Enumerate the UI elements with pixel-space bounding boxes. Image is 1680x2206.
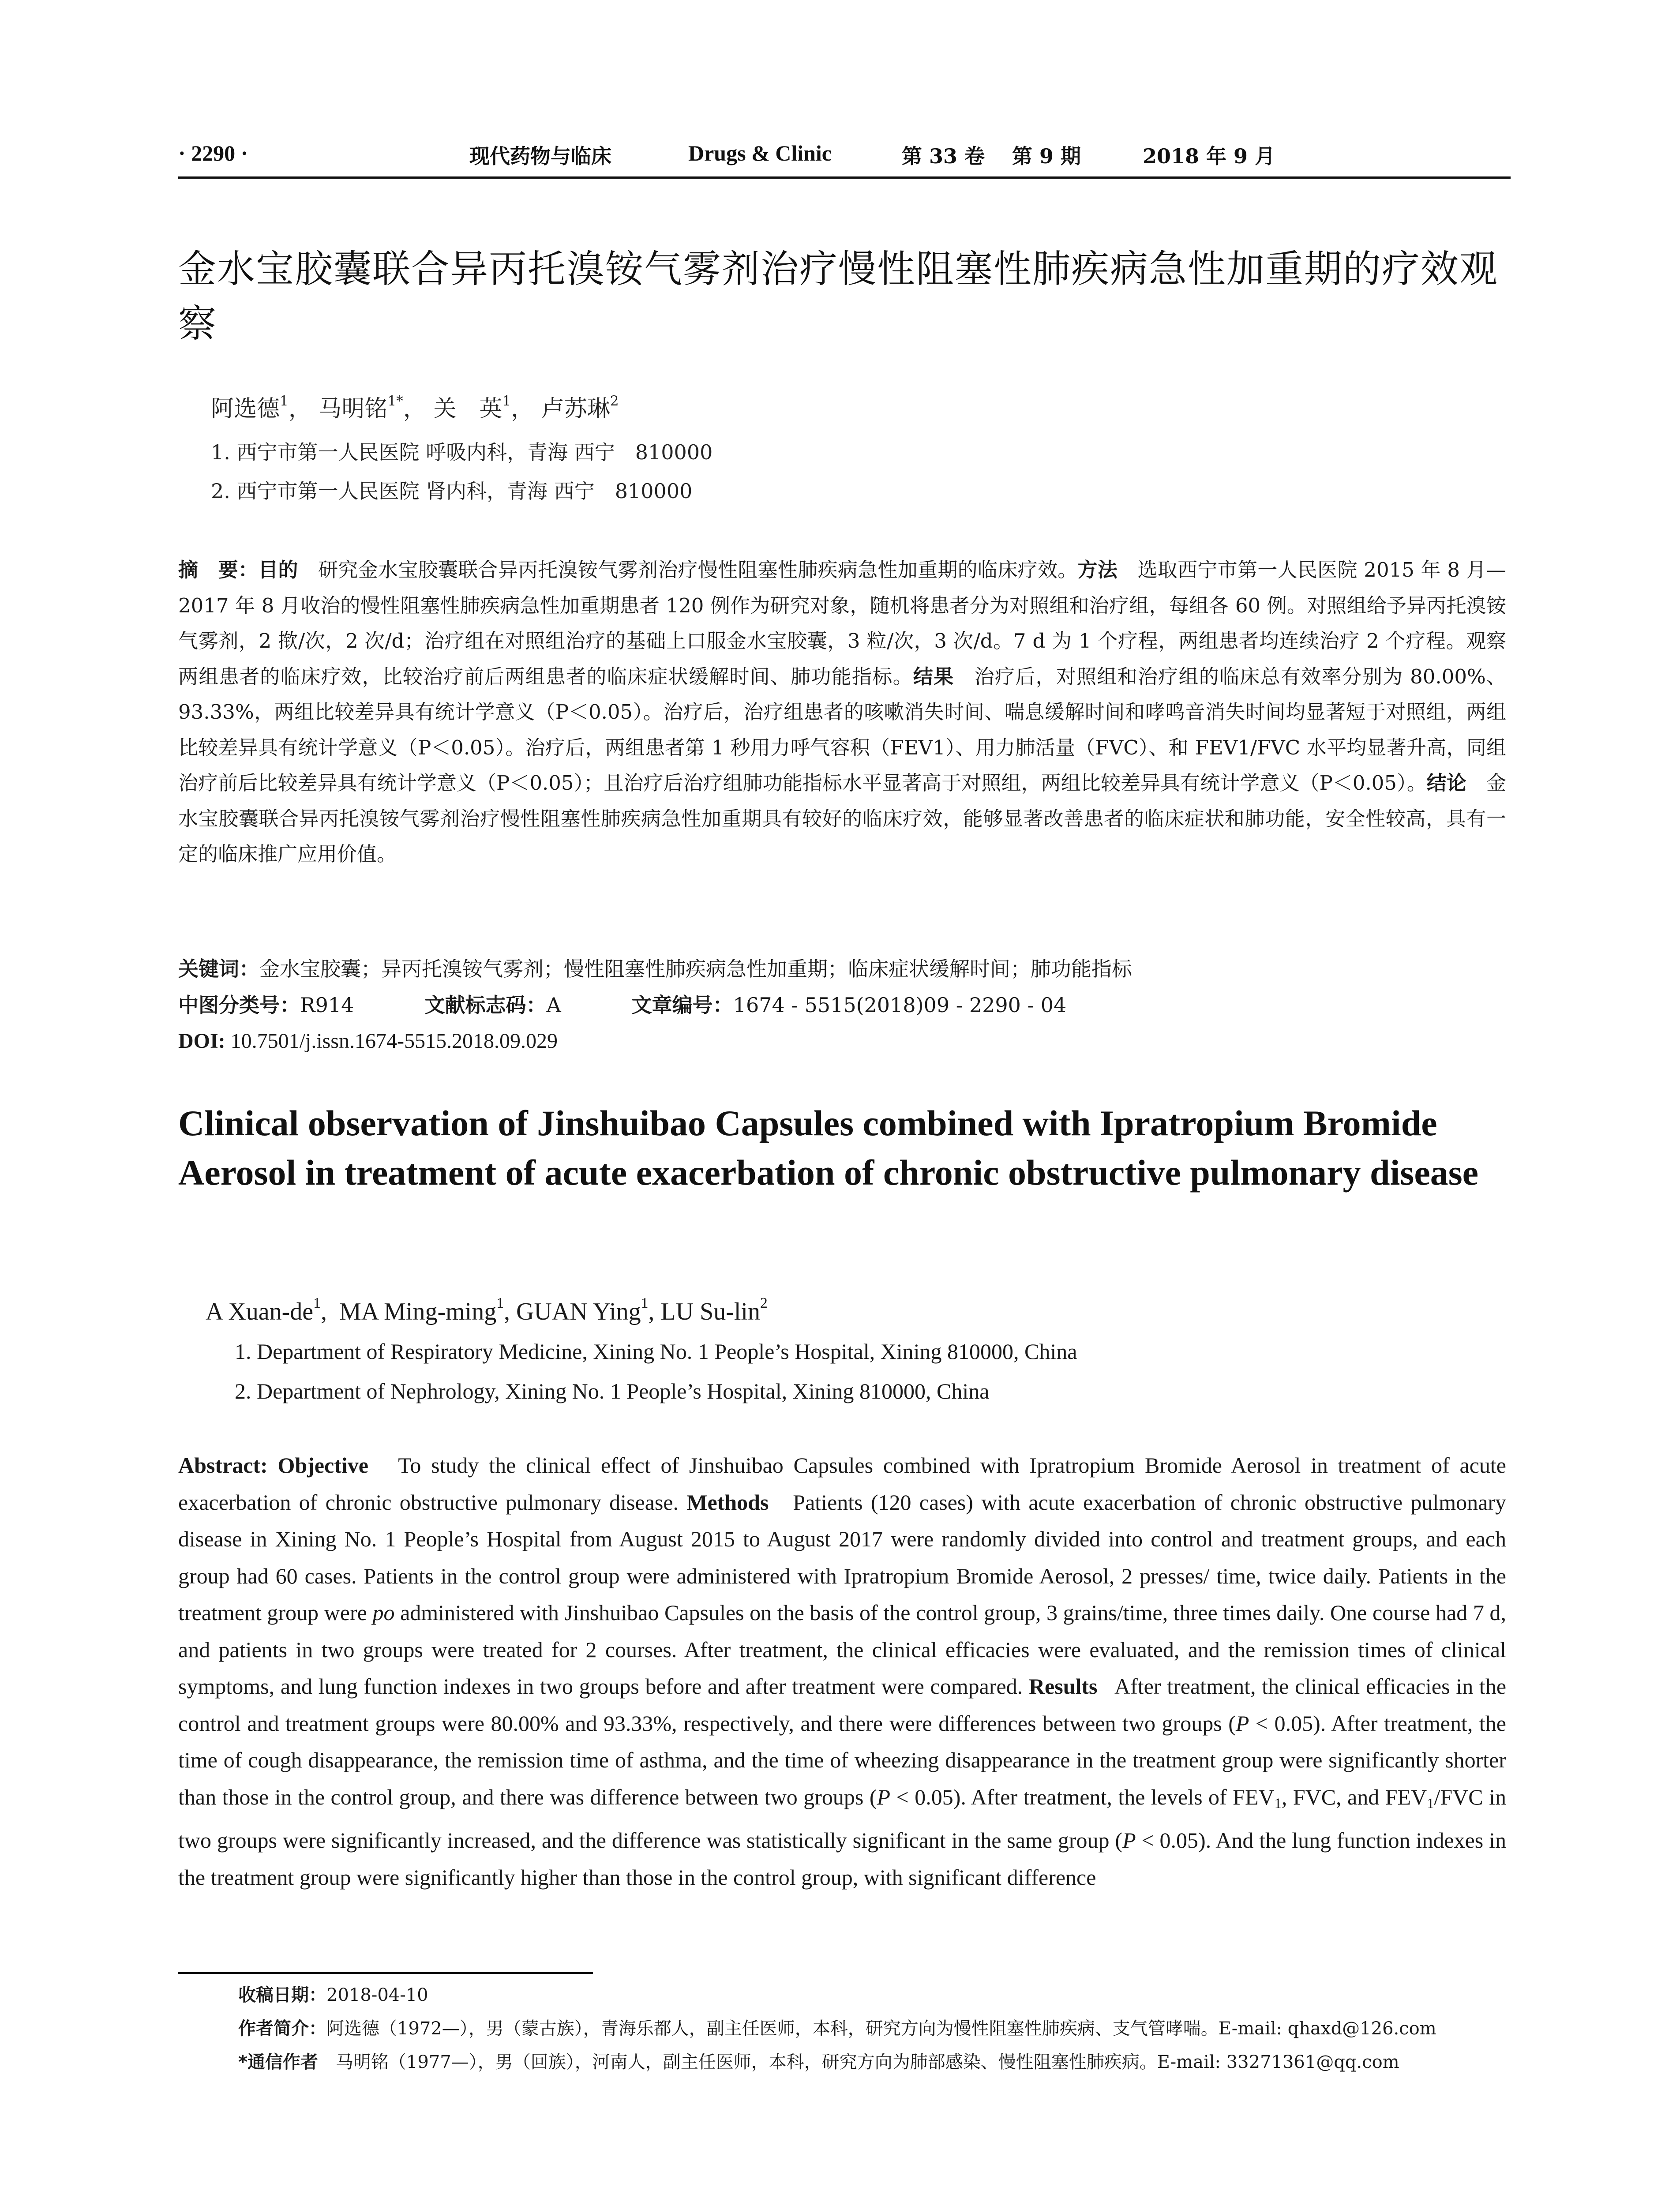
journal-name-cn: 现代药物与临床 bbox=[469, 144, 611, 168]
subscript: 1 bbox=[1427, 1795, 1434, 1812]
author-sup: 2 bbox=[610, 393, 619, 409]
footnote-received bbox=[238, 1981, 1518, 2009]
en-affiliation: 1. Department of Respiratory Medicine, Xining No. 1 People’s Hospital, Xining 810000, China bbox=[235, 1339, 1077, 1364]
objective-text: 研究金水宝胶囊联合异丙托溴铵气雾剂治疗慢性阻塞性肺疾病急性加重期的临床疗效。 bbox=[318, 558, 1078, 582]
en-author: A Xuan-de bbox=[206, 1298, 314, 1325]
keywords: 金水宝胶囊；异丙托溴铵气雾剂；慢性阻塞性肺疾病急性加重期；临床症状缓解时间；肺功能指标 bbox=[259, 957, 1132, 981]
objective-label: 目的 bbox=[258, 558, 298, 582]
article-no-value: 1674 - 5515(2018)09 - 2290 - 04 bbox=[733, 993, 1067, 1017]
en-methods-label: Methods bbox=[686, 1489, 769, 1515]
conclusion-label: 结论 bbox=[1426, 771, 1466, 795]
footnote-rule bbox=[178, 1972, 593, 1974]
subscript: 1 bbox=[1274, 1795, 1282, 1812]
keywords-line bbox=[178, 951, 1506, 987]
en-po-text: po bbox=[372, 1600, 395, 1625]
author-sup: 2 bbox=[760, 1295, 768, 1311]
en-results-text: < 0.05). After treatment, the levels of FEV bbox=[890, 1784, 1275, 1809]
results-text: 治疗后，对照组和治疗组的临床总有效率分别为 80.00%、93.33%，两组比较差异具有统计学意义（P＜0.05）。治疗后，治疗组患者的咳嗽消失时间、喘息缓解时间和哮鸣音消失时间均显著短于对照组，两组比较差异具有统计学意义（P＜0.05）。治疗后，两组患者第 1 秒用力呼气容积（FEV1）、用力肺活量（FVC）、和 FEV1/FVC 水平均显著升高，同组治疗前后比较差异具有统计学意义（P＜0.05）；且治疗后治疗组肺功能指标水平显著高于对照组，两组比较差异具有统计学意义（P＜0.05）。 bbox=[178, 664, 1506, 795]
en-results-label: Results bbox=[1028, 1674, 1098, 1699]
cn-author: 马明铭 bbox=[319, 395, 388, 422]
journal-name-en: Drugs & Clinic bbox=[688, 141, 832, 165]
header-rule bbox=[178, 176, 1511, 179]
cn-author-list: 阿选德$^1$， 马明铭$^{1*}$， 关 英$^1$， 卢苏琳$^2$ bbox=[211, 393, 619, 422]
conclusion-text: 金水宝胶囊联合异丙托溴铵气雾剂治疗慢性阻塞性肺疾病急性加重期具有较好的临床疗效，能够显著改善患者的临床症状和肺功能，安全性较高，具有一定的临床推广应用价值。 bbox=[178, 771, 1506, 866]
abstract-label: 摘 要： bbox=[178, 558, 259, 582]
en-author-list: A Xuan-$de^1$, MA Ming-ming$^1$, GUAN Ying$^1$, LU Su-lin$^2$ bbox=[206, 1295, 768, 1325]
cn-author: 卢苏琳 bbox=[541, 395, 610, 422]
en-methods-text: administered with Jinshuibao Capsules on the basis of the control group, 3 grains/time, three times daily. One course had 7 d, and patients in two groups were treated for 2 courses. After treatment, the clinical efficacies were evaluated, and the remission times of clinical symptoms, and lung function indexes in two groups before and after treatment were compared. bbox=[178, 1600, 1507, 1699]
doi-label: DOI: bbox=[178, 1029, 225, 1053]
en-author: LU Su-lin bbox=[660, 1298, 760, 1325]
cn-author: 关 英 bbox=[433, 395, 502, 422]
en-author: GUAN Ying bbox=[516, 1298, 641, 1325]
footnote-bio bbox=[238, 2015, 1518, 2043]
keywords-label: 关键词： bbox=[178, 957, 259, 981]
en-author: MA Ming-ming bbox=[339, 1298, 497, 1325]
received-label: 收稿日期： bbox=[238, 1985, 326, 2005]
en-results-text: , FVC, and FEV bbox=[1281, 1784, 1427, 1809]
article-no-label: 文章编号： bbox=[631, 993, 733, 1017]
issue-date: 2018 年 9 月 bbox=[1143, 144, 1275, 168]
en-results-text: < 0.05). And the lung function indexes in the treatment group were significantly higher than those in the control group, with significant difference bbox=[178, 1828, 1506, 1890]
running-header bbox=[178, 140, 1511, 176]
p-symbol: P bbox=[877, 1784, 891, 1809]
author-sup: 1 bbox=[502, 393, 511, 409]
cn-author: 阿选德 bbox=[211, 395, 280, 422]
clc-label: 中图分类号： bbox=[178, 993, 300, 1017]
cn-title: 金水宝胶囊联合异丙托溴铵气雾剂治疗慢性阻塞性肺疾病急性加重期的疗效观察 bbox=[178, 247, 1498, 346]
en-title: Clinical observation of Jinshuibao Capsules combined with Ipratropium Bromide Aerosol in treatment of acute exacerbation of chronic obstructive pulmonary disease bbox=[178, 1103, 1479, 1193]
cn-affiliation: 1. 西宁市第一人民医院 呼吸内科，青海 西宁 810000 bbox=[211, 440, 713, 464]
en-results-text: /FVC in two groups were significantly increased, and the difference was statistically significant in the same group ( bbox=[178, 1784, 1506, 1853]
classification-line bbox=[178, 987, 1506, 1023]
doc-code-label: 文献标志码： bbox=[424, 993, 547, 1017]
bio-text: 阿选德（1972—），男（蒙古族），青海乐都人，副主任医师，本科，研究方向为慢性阻塞性肺疾病、支气管哮喘。E-mail: qhaxd@126.com bbox=[326, 2018, 1436, 2039]
en-objective-text: To study the clinical effect of Jinshuibao Capsules combined with Ipratropium Bromide Aerosol in treatment of acute exacerbation of chronic obstructive pulmonary disease. bbox=[178, 1453, 1506, 1515]
corr-label: *通信作者 bbox=[238, 2052, 318, 2072]
cn-affiliation: 2. 西宁市第一人民医院 肾内科，青海 西宁 810000 bbox=[211, 479, 693, 503]
doi-line bbox=[178, 1024, 1506, 1059]
doi-value: 10.7501/j.issn.1674-5515.2018.09.029 bbox=[230, 1029, 558, 1053]
issue: 第 9 期 bbox=[1012, 144, 1081, 168]
en-objective-label: Abstract: Objective bbox=[178, 1453, 368, 1478]
results-label: 结果 bbox=[913, 664, 954, 688]
doc-code-value: A bbox=[546, 993, 561, 1017]
footnote-corresponding bbox=[238, 2048, 1518, 2076]
en-methods-text: Patients (120 cases) with acute exacerbation of chronic obstructive pulmonary disease in Xining No. 1 People’s Hospital from August 2015 to August 2017 were randomly divided into control and treatment groups, and each group had 60 cases. Patients in the control group were administered with Ipratropium Bromide Aerosol, 2 presses/ time, twice daily. Patients in the treatment group were bbox=[178, 1489, 1507, 1625]
en-results-text: < 0.05). After treatment, the time of cough disappearance, the remission time of asthma, and the time of wheezing disappearance in the treatment group were significantly shorter than those in the control group, and there was difference between two groups ( bbox=[178, 1711, 1506, 1809]
page-number: · 2290 · bbox=[178, 141, 248, 165]
author-sup: 1 bbox=[313, 1295, 321, 1311]
cn-abstract bbox=[178, 552, 1506, 872]
clc-value: R914 bbox=[300, 993, 354, 1017]
corr-text: 马明铭（1977—），男（回族），河南人，副主任医师，本科，研究方向为肺部感染、慢性阻塞性肺疾病。E-mail: 33271361@qq.com bbox=[335, 2052, 1399, 2072]
received-date: 2018-04-10 bbox=[326, 1985, 428, 2005]
methods-text: 选取西宁市第一人民医院 2015 年 8 月—2017 年 8 月收治的慢性阻塞性肺疾病急性加重期患者 120 例作为研究对象，随机将患者分为对照组和治疗组，每组各 60 例。对照组给予异丙托溴铵气雾剂，2 揿/次，2 次/d；治疗组在对照组治疗的基础上口服金水宝胶囊，3 粒/次，3 次/d。7 d 为 1 个疗程，两组患者均连续治疗 2 个疗程。观察两组患者的临床疗效，比较治疗前后两组患者的临床症状缓解时间、肺功能指标。 bbox=[178, 558, 1506, 688]
author-sup: 1 bbox=[496, 1295, 504, 1311]
author-sup: 1 bbox=[280, 393, 289, 409]
author-sup: 1* bbox=[387, 393, 403, 409]
author-sup: 1 bbox=[641, 1295, 649, 1311]
en-affiliation: 2. Department of Nephrology, Xining No. 1 People’s Hospital, Xining 810000, China bbox=[235, 1379, 990, 1403]
en-results-text: After treatment, the clinical efficacies in the control and treatment groups were 80.00% and 93.33%, respectively, and there were differences between two groups ( bbox=[178, 1674, 1507, 1736]
bio-label: 作者简介： bbox=[238, 2018, 326, 2039]
p-symbol: P bbox=[1122, 1828, 1136, 1853]
methods-label: 方法 bbox=[1077, 558, 1118, 582]
p-symbol: P bbox=[1235, 1711, 1249, 1736]
en-abstract bbox=[178, 1447, 1506, 1896]
volume: 第 33 卷 bbox=[902, 144, 985, 168]
